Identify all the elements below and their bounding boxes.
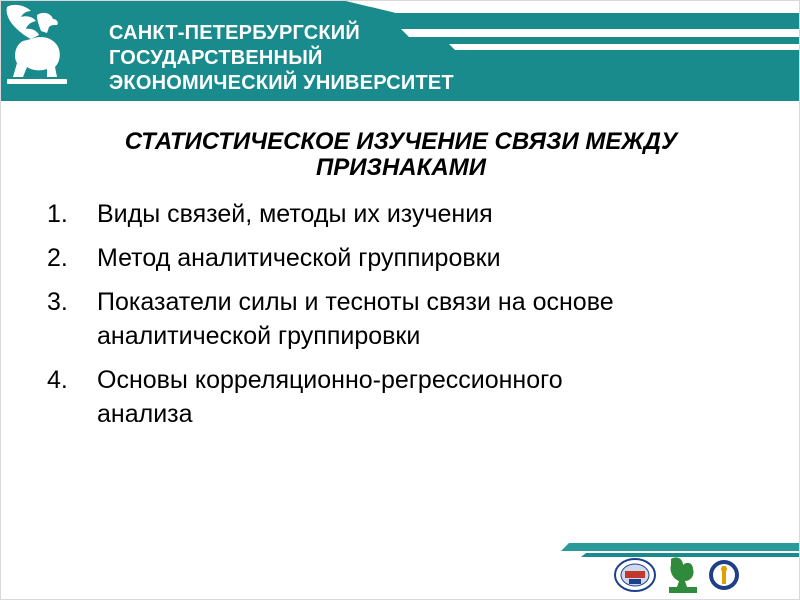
- list-item-line: Показатели силы и тесноты связи на основе: [97, 288, 614, 316]
- griffin-logo-icon: [1, 1, 73, 85]
- list-item-text: [97, 363, 747, 431]
- list-item-line: Метод аналитической группировки: [97, 244, 501, 272]
- list-item-line: Виды связей, методы их изучения: [97, 200, 493, 228]
- university-name-line-3: ЭКОНОМИЧЕСКИЙ УНИВЕРСИТЕТ: [109, 72, 454, 94]
- finec-griffin-icon: [665, 553, 701, 595]
- list-item-number: 2.: [47, 244, 68, 272]
- list-item-text: [97, 241, 747, 275]
- list-item-number: 3.: [47, 288, 68, 316]
- list-item: [47, 363, 747, 431]
- institute-emblem-icon: [613, 557, 657, 593]
- list-item-line: Основы корреляционно-регрессионного: [97, 366, 563, 394]
- hospital-emblem-icon: [707, 557, 741, 593]
- university-name-line-1: САНКТ-ПЕТЕРБУРГСКИЙ: [109, 22, 360, 44]
- list-item-text: [97, 197, 747, 231]
- slide-title-line-1: СТАТИСТИЧЕСКОЕ ИЗУЧЕНИЕ СВЯЗИ МЕЖДУ: [124, 128, 678, 155]
- slide-title: [41, 129, 761, 181]
- list-item: [47, 285, 747, 353]
- header-banner: [1, 1, 800, 121]
- university-name-line-2: ГОСУДАРСТВЕННЫЙ: [109, 47, 323, 69]
- topic-list: [47, 197, 747, 441]
- list-item-number: 1.: [47, 200, 68, 228]
- list-item-number: 4.: [47, 366, 68, 394]
- slide-title-line-2: ПРИЗНАКАМИ: [316, 154, 486, 181]
- university-name: [109, 21, 454, 96]
- list-item-line: анализа: [97, 400, 193, 428]
- list-item: [47, 197, 747, 231]
- list-item-text: [97, 285, 747, 353]
- list-item: [47, 241, 747, 275]
- list-item-line: аналитической группировки: [97, 322, 421, 350]
